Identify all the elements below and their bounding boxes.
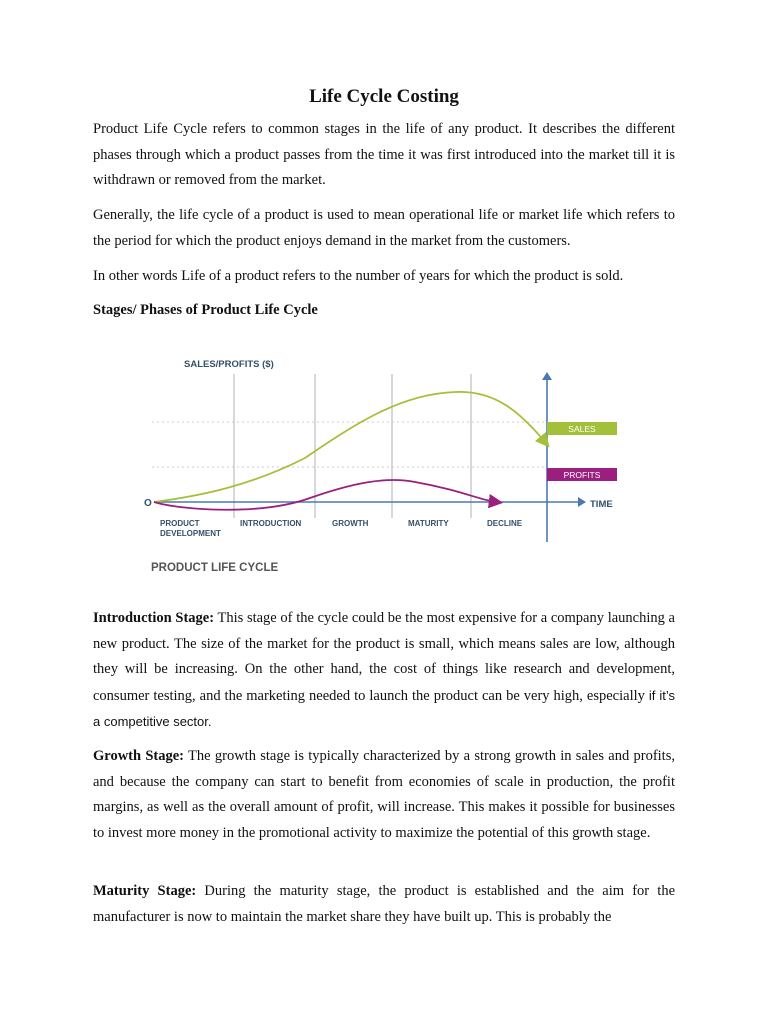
introduction-stage-lead: Introduction Stage: [93, 610, 215, 626]
maturity-stage-lead: Maturity Stage: [93, 883, 197, 899]
stage-label-line: DEVELOPMENT [160, 529, 221, 538]
paragraph-other-words: In other words Life of a product refers to the number of years for which the product is sold. [93, 268, 624, 284]
profits-curve [154, 480, 496, 510]
profits-legend-label: PROFITS [563, 470, 601, 480]
paragraph-maturity-stage [93, 879, 675, 930]
stage-label-maturity: MATURITY [408, 519, 449, 528]
paragraph-definition: Product Life Cycle refers to common stages in the life of any product. It describes the different phases through which a product passes from the time it was first introduced into the market till it is withdrawn or removed from the market. [93, 121, 675, 188]
y-axis-label: SALES/PROFITS ($) [184, 359, 274, 370]
page-title: Life Cycle Costing [309, 86, 459, 107]
origin-label: O [144, 498, 152, 509]
stage-label-product-development-text [160, 519, 221, 538]
sales-legend-label: SALES [568, 424, 596, 434]
introduction-stage-body: This stage of the cycle could be the most expensive for a company launching a new product. The size of the market for the product is small, which means sales are low, although they will be increasing. On the other hand, the cost of things like research and development, consumer testing, and the marketing needed to launch the product can be very high, especially [93, 610, 675, 704]
figure-caption: PRODUCT LIFE CYCLE [151, 562, 279, 574]
introduction-stage-tail: if it’s a competitive sector. [93, 687, 676, 729]
time-axis-arrow-icon [578, 497, 586, 507]
paragraph-general: Generally, the life cycle of a product is used to mean operational life or market life which refers to the period for which the product enjoys demand in the market from the customers. [93, 207, 675, 249]
vertical-axis-arrow-icon [542, 372, 552, 380]
time-axis-label: TIME [590, 499, 613, 510]
section-heading: Stages/ Phases of Product Life Cycle [93, 302, 318, 318]
life-cycle-diagram [140, 346, 630, 586]
paragraph-growth-stage [93, 744, 675, 846]
stage-label-line: PRODUCT [160, 519, 200, 528]
maturity-stage-body: During the maturity stage, the product is established and the aim for the manufacturer is now to maintain the market share they have built up. This is probably the [93, 883, 676, 925]
stage-label-growth: GROWTH [332, 519, 369, 528]
stage-label-introduction: INTRODUCTION [240, 519, 302, 528]
product-life-cycle-figure [140, 346, 630, 586]
stage-label-decline: DECLINE [487, 519, 523, 528]
growth-stage-body: The growth stage is typically characterized by a strong growth in sales and profits, and because the company can start to benefit from economies of scale in production, the profit margins, as well as the overall amount of profit, will increase. This makes it possible for businesses to invest more money in the promotional activity to maximize the potential of this growth stage. [93, 748, 675, 841]
paragraph-introduction-stage [93, 606, 675, 736]
growth-stage-lead: Growth Stage: [93, 748, 185, 764]
